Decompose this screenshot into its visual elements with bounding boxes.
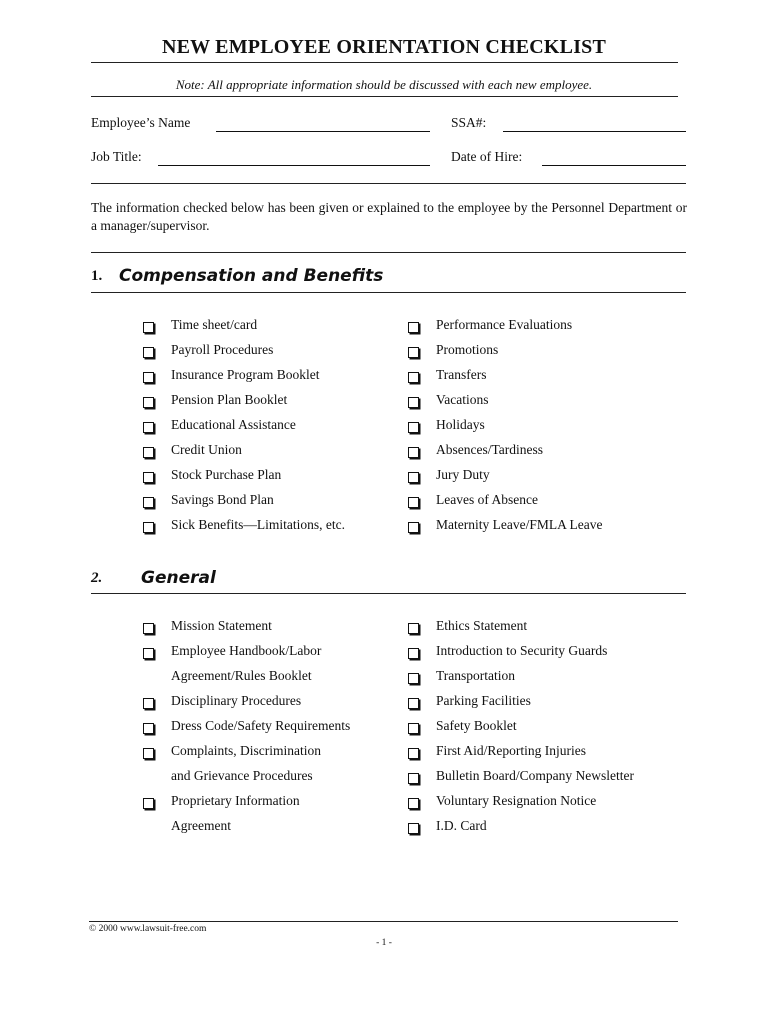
checkbox[interactable] (408, 447, 419, 458)
checklist-item-label: Introduction to Security Guards (436, 643, 608, 658)
checklist-item-label: Mission Statement (171, 618, 272, 633)
checkbox[interactable] (143, 322, 154, 333)
checkbox[interactable] (143, 347, 154, 358)
checkbox[interactable] (408, 648, 419, 659)
checkbox[interactable] (143, 497, 154, 508)
checkbox[interactable] (143, 522, 154, 533)
checkbox[interactable] (408, 397, 419, 408)
checklist-item-label: Safety Booklet (436, 718, 517, 733)
checkbox[interactable] (408, 673, 419, 684)
checkbox[interactable] (143, 397, 154, 408)
checkbox[interactable] (408, 347, 419, 358)
checklist-item-label: Transportation (436, 668, 516, 683)
checkbox[interactable] (408, 372, 419, 383)
checkbox[interactable] (408, 472, 419, 483)
checklist-item-label: Savings Bond Plan (171, 492, 274, 507)
checklist-item-label: Absences/Tardiness (436, 442, 544, 457)
checklist-item-label: Time sheet/card (171, 317, 258, 332)
checklist-item-label: I.D. Card (436, 818, 487, 833)
checklist-item-label: Voluntary Resignation Notice (436, 793, 597, 808)
checklist-item-label: Dress Code/Safety Requirements (171, 718, 351, 733)
job-title-field[interactable] (158, 165, 430, 166)
checklist-item-label: Proprietary Information (171, 793, 300, 808)
checklist-item-label: Sick Benefits—Limitations, etc. (171, 517, 345, 532)
checkbox[interactable] (143, 472, 154, 483)
checkbox[interactable] (408, 748, 419, 759)
checkbox[interactable] (408, 823, 419, 834)
checkbox[interactable] (408, 623, 419, 634)
checkbox[interactable] (408, 698, 419, 709)
checklist-item-label: Employee Handbook/Labor (171, 643, 322, 658)
checklist-item-label: Bulletin Board/Company Newsletter (436, 768, 634, 783)
section-2-number: 2. (91, 570, 103, 586)
checkbox[interactable] (408, 422, 419, 433)
employee-name-label: Employee’s Name (91, 115, 191, 130)
section-2-title: General (141, 568, 216, 588)
checklist-item-label: Maternity Leave/FMLA Leave (436, 517, 603, 532)
checkbox[interactable] (143, 422, 154, 433)
date-of-hire-label: Date of Hire: (451, 149, 523, 164)
checklist-item-label: Performance Evaluations (436, 317, 573, 332)
checkbox[interactable] (143, 798, 154, 809)
date-of-hire-field[interactable] (542, 165, 686, 166)
checklist-item-label: Stock Purchase Plan (171, 467, 282, 482)
checklist-item-label: Payroll Procedures (171, 342, 274, 357)
note-divider (91, 96, 678, 97)
checklist-item-label: Promotions (436, 342, 499, 357)
ssa-label: SSA#: (451, 115, 487, 130)
checkbox[interactable] (143, 447, 154, 458)
checklist-item-label: Holidays (436, 417, 485, 432)
intro-paragraph: The information checked below has been given or explained to the employee by the Personnel Department or a manager/supervisor. (91, 200, 687, 233)
checkbox[interactable] (408, 522, 419, 533)
checklist-item-label: Ethics Statement (436, 618, 528, 633)
checklist-item-label: and Grievance Procedures (171, 768, 313, 783)
checklist-item-label: Insurance Program Booklet (171, 367, 320, 382)
note-text: Note: All appropriate information should be discussed with each new employee. (175, 77, 593, 92)
checklist-item-label: Credit Union (171, 442, 242, 457)
checklist-item-label: Leaves of Absence (436, 492, 538, 507)
ssa-field[interactable] (503, 131, 686, 132)
checkbox[interactable] (143, 372, 154, 383)
footer-divider (89, 921, 678, 922)
job-title-label: Job Title: (91, 149, 142, 164)
checkbox[interactable] (143, 698, 154, 709)
checkbox[interactable] (408, 322, 419, 333)
checklist-item-label: Vacations (436, 392, 489, 407)
section-1-title: Compensation and Benefits (119, 266, 384, 286)
section-1-number: 1. (91, 268, 103, 284)
checklist-item-label: Complaints, Discrimination (171, 743, 321, 758)
footer-copyright: © 2000 www.lawsuit-free.com (89, 924, 207, 934)
section-1-divider (91, 292, 686, 293)
checkbox[interactable] (408, 798, 419, 809)
checklist-item-label: Agreement/Rules Booklet (171, 668, 312, 683)
page-title: NEW EMPLOYEE ORIENTATION CHECKLIST (161, 36, 607, 58)
fields-divider (91, 183, 686, 184)
title-divider (91, 62, 678, 63)
checklist-item-label: Disciplinary Procedures (171, 693, 302, 708)
employee-name-field[interactable] (216, 131, 430, 132)
checkbox[interactable] (143, 748, 154, 759)
checklist-item-label: Pension Plan Booklet (171, 392, 288, 407)
page-number: - 1 - (376, 938, 392, 948)
checklist-item-label: Transfers (436, 367, 487, 382)
checkbox[interactable] (408, 773, 419, 784)
section-2-divider (91, 593, 686, 594)
intro-divider (91, 252, 686, 253)
checklist-item-label: First Aid/Reporting Injuries (436, 743, 586, 758)
checklist-item-label: Parking Facilities (436, 693, 531, 708)
checkbox[interactable] (408, 723, 419, 734)
checkbox[interactable] (143, 648, 154, 659)
checklist-item-label: Agreement (171, 818, 231, 833)
checkbox[interactable] (143, 723, 154, 734)
checklist-item-label: Jury Duty (436, 467, 490, 482)
checkbox[interactable] (143, 623, 154, 634)
checkbox[interactable] (408, 497, 419, 508)
checklist-item-label: Educational Assistance (171, 417, 296, 432)
